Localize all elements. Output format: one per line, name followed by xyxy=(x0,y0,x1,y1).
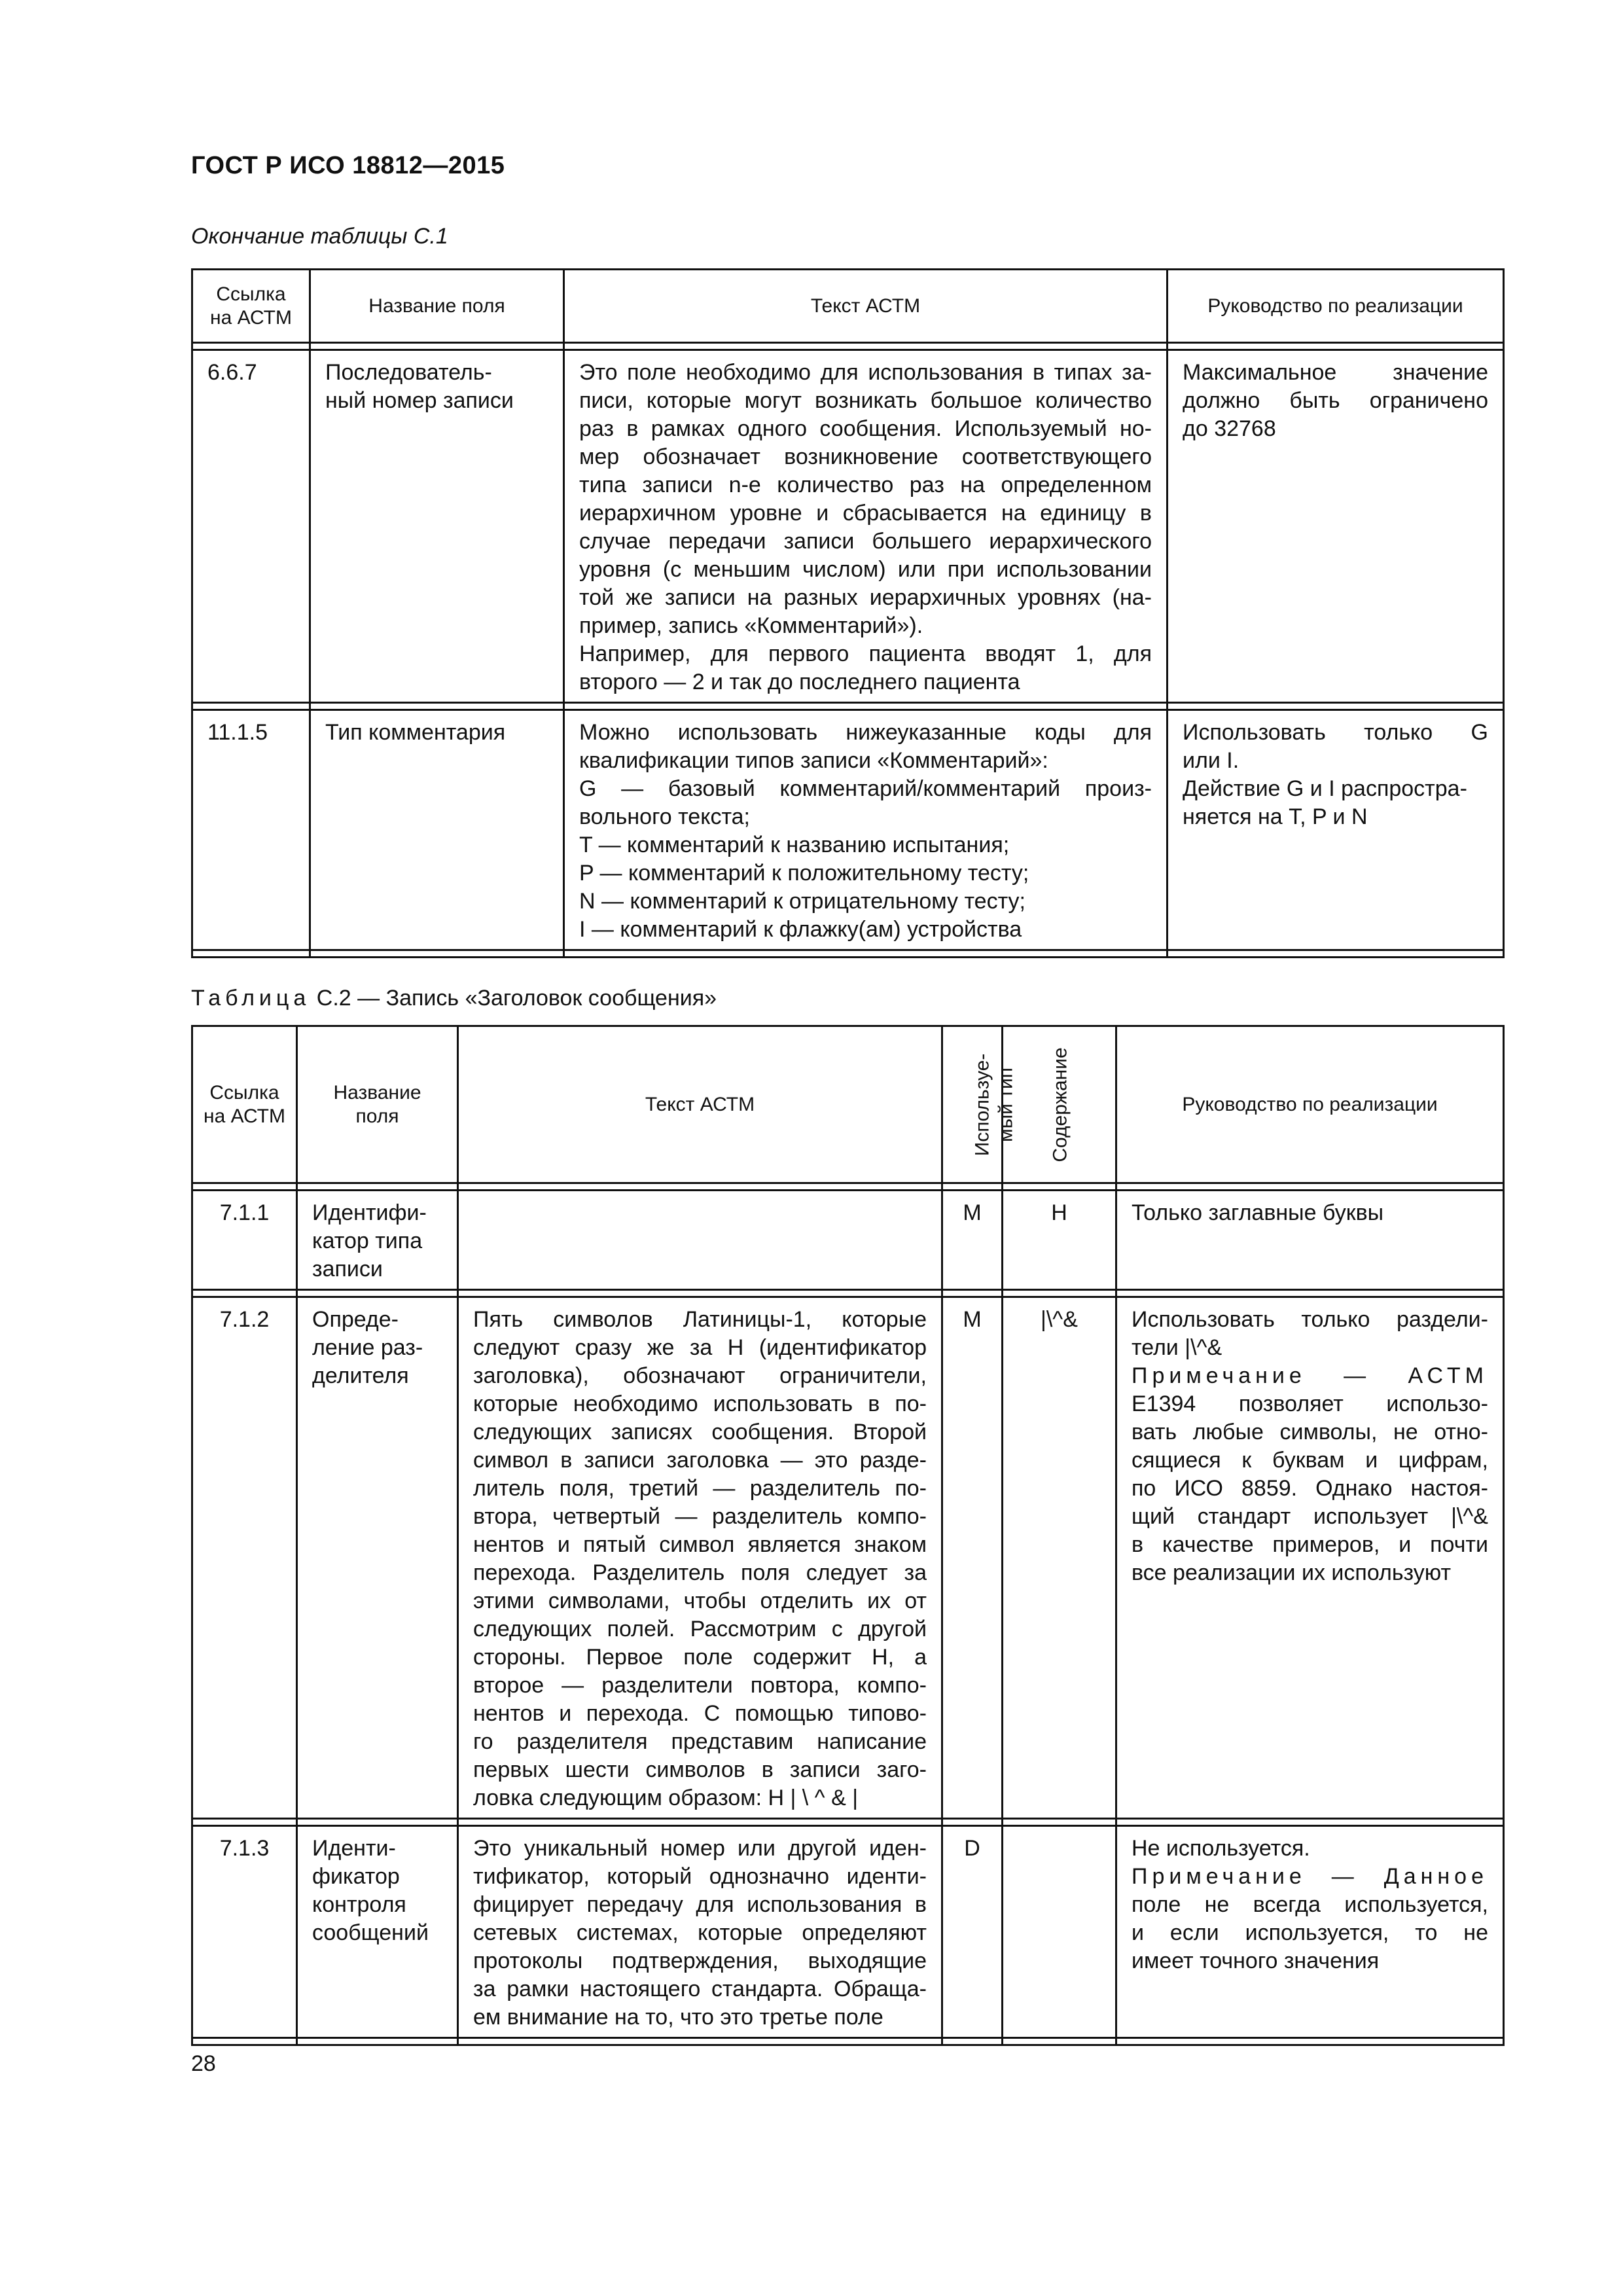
type-cell: M xyxy=(942,1297,1003,1819)
column-header-guide: Руководство по реализации xyxy=(1168,270,1504,343)
astm-text-cell: Можно использовать нижеуказанные коды для квалификации типов записи «Комментарий»: G — базовый комментарий/комментарий произ- вольного текста; T — комментарий к названию испытания; P — комментарий к положительному тесту; N — комментарий к отрицательному тесту; I — комментарий к флажку(ам) устройства xyxy=(564,710,1168,950)
guide-cell: Только заглавные буквы xyxy=(1116,1191,1504,1290)
astm-text-cell: Это уникальный номер или другой иден- тификатор, который однозначно иденти- фицирует передачу для использования в сетевых системах, которые определяют протоколы подтверждения, выходящие за рамки настоящего стандарта. Обраща- ем внимание на то, что это третье поле xyxy=(458,1826,942,2038)
content-cell: H xyxy=(1003,1191,1116,1290)
guide-cell: Максимальное значение должно быть ограничено до 32768 xyxy=(1168,350,1504,703)
ref-cell: 7.1.3 xyxy=(192,1826,297,2038)
ref-cell: 7.1.1 xyxy=(192,1191,297,1290)
ref-cell: 11.1.5 xyxy=(192,710,310,950)
column-header-ref: Ссылка на АСТМ xyxy=(192,1026,297,1183)
column-header-guide: Руководство по реализации xyxy=(1116,1026,1504,1183)
table-row xyxy=(192,1191,1504,1290)
table-row xyxy=(192,1826,1504,2038)
document-header: ГОСТ Р ИСО 18812—2015 xyxy=(191,152,505,179)
table-c2-caption-prefix: Таблица xyxy=(191,986,311,1011)
field-name-cell: Идентифи- катор типа записи xyxy=(297,1191,458,1290)
astm-text-cell xyxy=(458,1191,942,1290)
table-c2-caption xyxy=(191,986,717,1011)
column-header-content: Содержание xyxy=(1003,1026,1116,1183)
field-name-cell: Тип комментария xyxy=(310,710,564,950)
ref-cell: 6.6.7 xyxy=(192,350,310,703)
content-cell: |\^& xyxy=(1003,1297,1116,1819)
table-c2 xyxy=(191,1025,1505,2046)
column-header-ref: Ссылка на АСТМ xyxy=(192,270,310,343)
guide-cell: Использовать только раздели- тели |\^& Примечание — АСТМ E1394 позволяет использо- вать любые символы, не отно- сящиеся к буквам и цифрам, по ИСО 8859. Однако настоя- щий стандарт использует |\^& в качестве примеров, и почти все реализации их используют xyxy=(1116,1297,1504,1819)
field-name-cell: Иденти- фикатор контроля сообщений xyxy=(297,1826,458,2038)
guide-cell: Использовать только G или I. Действие G и I распростра- няется на T, P и N xyxy=(1168,710,1504,950)
content-cell xyxy=(1003,1826,1116,2038)
table-c2-caption-title: С.2 — Запись «Заголовок сообщения» xyxy=(316,986,717,1011)
page-number: 28 xyxy=(191,2051,216,2076)
column-header-text: Текст АСТМ xyxy=(564,270,1168,343)
column-header-text: Текст АСТМ xyxy=(458,1026,942,1183)
field-name-cell: Последователь- ный номер записи xyxy=(310,350,564,703)
column-header-field: Название поля xyxy=(297,1026,458,1183)
column-header-type: Используе- мый тип xyxy=(942,1026,1003,1183)
table-row xyxy=(192,350,1504,703)
ref-cell: 7.1.2 xyxy=(192,1297,297,1819)
astm-text-cell: Это поле необходимо для использования в типах за- писи, которые могут возникать большое количество раз в рамках одного сообщения. Используемый но- мер обозначает возникновение соответствующего типа записи n-е количество раз на определенном иерархичном уровне и сбрасывается на единицу в случае передачи записи большего иерархического уровня (с меньшим числом) или при использовании той же записи на разных иерархичных уровнях (на- пример, запись «Комментарий»). Например, для первого пациента вводят 1, для второго — 2 и так до последнего пациента xyxy=(564,350,1168,703)
table-c1-caption: Окончание таблицы С.1 xyxy=(191,224,448,249)
column-header-field: Название поля xyxy=(310,270,564,343)
table-c1 xyxy=(191,268,1505,958)
guide-cell: Не используется. Примечание — Данное поле не всегда используется, и если используется, то не имеет точного значения xyxy=(1116,1826,1504,2038)
table-row xyxy=(192,1297,1504,1819)
type-cell: D xyxy=(942,1826,1003,2038)
type-cell: M xyxy=(942,1191,1003,1290)
field-name-cell: Опреде- ление раз- делителя xyxy=(297,1297,458,1819)
table-row xyxy=(192,710,1504,950)
astm-text-cell: Пять символов Латиницы-1, которые следуют сразу же за H (идентификатор заголовка), обозначают ограничители, которые необходимо использовать в по- следующих записях сообщения. Второй символ в записи заголовка — это разде- литель поля, третий — разделитель по- втора, четвертый — разделитель компо- нентов и пятый символ является знаком перехода. Разделитель поля следует за этими символами, чтобы отделить их от следующих полей. Рассмотрим с другой стороны. Первое поле содержит H, а второе — разделители повтора, компо- нентов и перехода. С помощью типово- го разделителя представим написание первых шести символов в записи заго- ловка следующим образом: H | \ ^ & | xyxy=(458,1297,942,1819)
